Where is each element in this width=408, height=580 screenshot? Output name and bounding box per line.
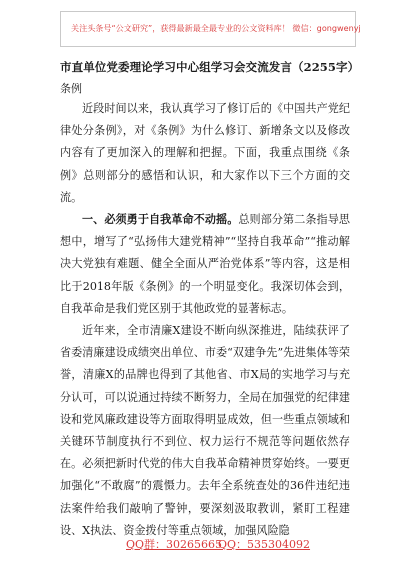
paragraph-recent-years xyxy=(60,320,350,542)
document-subtitle: 条例 xyxy=(60,82,82,95)
footer-qq-number[interactable]: QQ：535304092 xyxy=(218,538,311,551)
banner-text: 关注头条号“公文研究”，获得最新最全最专业的公文资料库！ 微信：gongwenyj xyxy=(71,23,361,33)
section-heading: 一、必须勇于自我革命不动摇。 xyxy=(82,213,239,227)
paragraph-section-one xyxy=(60,209,350,320)
header-banner xyxy=(60,11,361,47)
paragraph-intro xyxy=(60,98,350,209)
paragraph-text: 总则部分第二条指导思想中，增写了“弘扬伟大建党精神”“坚持自我革命”“推动解决大党独有难题、健全全面从严治党体系”等内容，这是相比于2018年版《条例》的一个明显变化。我深切体会到，自我革命是我们党区别于其他政党的显著标志。 xyxy=(60,213,350,315)
footer-qq-group[interactable]: QQ群：30265665 xyxy=(126,538,223,551)
paragraph-text: 近段时间以来，我认真学习了修订后的《中国共产党纪律处分条例》，对《条例》为什么修订、新增条文以及修改内容有了更加深入的理解和把握。下面，我重点围绕《条例》总则部分的感悟和认识，和大家作以下三个方面的交流。 xyxy=(60,102,350,204)
document-title: 市直单位党委理论学习中心组学习会交流发言（2255字） xyxy=(60,60,360,74)
document-body xyxy=(60,98,350,542)
paragraph-text: 近年来，全市清廉X建设不断向纵深推进，陆续获评了省委清廉建设成绩突出单位、市委“双建争先”先进集体等荣誉，清廉X的品牌也得到了其他省、市X局的实地学习与充分认可，可以说通过持续不断努力，全局在加强党的纪律建设和党风廉政建设等方面取得明显成效，但一些重点领域和关键环节制度执行不到位、权力运行不规范等问题依然存在。必须把新时代党的伟大自我革命精神贯穿始终。一要更加强化“不敢腐”的震慑力。去年全系统查处的36件违纪违法案件给我们敲响了警钟，要深刻汲取教训，紧盯工程建设、X执法、资金拨付等重点领域，加强风险隐 xyxy=(60,324,350,537)
